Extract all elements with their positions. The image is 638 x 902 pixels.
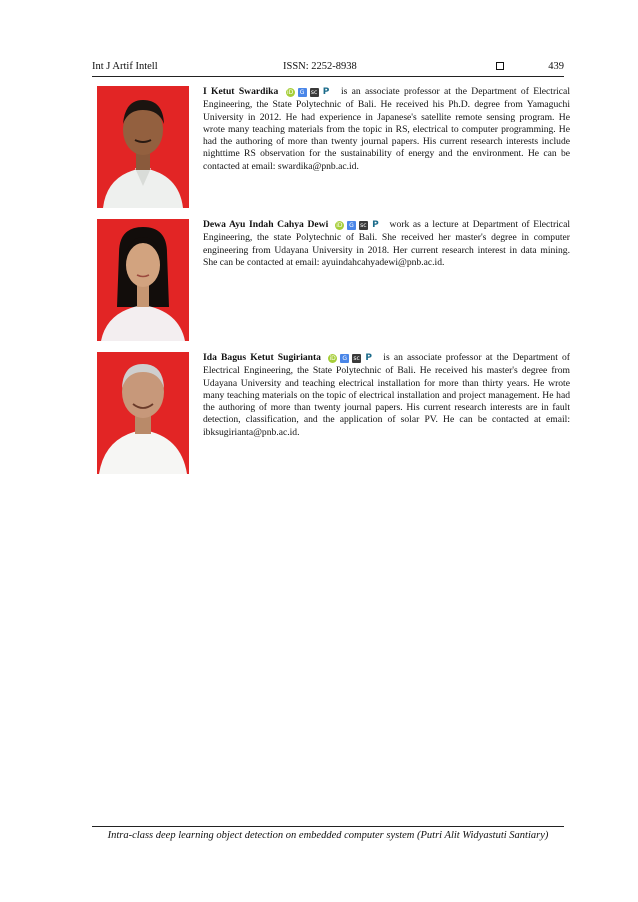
- bio-text: [203, 352, 570, 439]
- profile-links: [286, 87, 334, 99]
- bio-body: is an associate professor at the Department of Electrical Engineering, the State Polytechnic of Bali. He received his master's degree from Udayana University and teaching electrical installation for more than thirty years. He wrote many teaching materials on the topic of electrical installation and project management. He had the authoring of more than twenty journal papers. His current research interests are in fault detection, classification, and the application of solar PV. He can be contacted at email: ibksugirianta@pnb.ac.id.: [203, 352, 571, 438]
- orcid-icon[interactable]: iD: [336, 222, 343, 230]
- profile-links: [335, 220, 383, 232]
- orcid-icon[interactable]: iD: [329, 355, 336, 363]
- publons-icon[interactable]: P: [372, 220, 379, 231]
- bio-body: work as a lecture at Department of Electrical Engineering, the state Polytechnic of Bali. She received her master's degree in computer engineering from Udayana University in 2018. Her current research interest in data mining. She can be contacted at email: ayuindahcahyadewi@pnb.ac.id.: [203, 219, 570, 268]
- square-symbol-icon: [496, 62, 504, 70]
- google-scholar-icon[interactable]: G: [340, 354, 349, 363]
- author-portrait: [97, 352, 189, 474]
- bio-text: [203, 219, 570, 269]
- publons-icon[interactable]: P: [365, 353, 372, 364]
- page-number: 439: [548, 61, 564, 72]
- author-name: Ida Bagus Ketut Sugirianta: [203, 352, 321, 363]
- author-name: I Ketut Swardika: [203, 86, 279, 97]
- footer-citation: Intra-class deep learning object detection on embedded computer system (Putri Alit Widyastuti Santiary): [107, 830, 549, 841]
- scopus-icon[interactable]: sc: [353, 355, 360, 363]
- author-photo: [97, 86, 189, 208]
- scopus-icon[interactable]: sc: [360, 222, 367, 230]
- journal-abbreviation: Int J Artif Intell: [92, 61, 158, 72]
- author-photo: [97, 352, 189, 474]
- author-portrait: [97, 219, 189, 341]
- profile-links: [328, 353, 376, 365]
- bio-body: is an associate professor at the Department of Electrical Engineering, the State Polytechnic of Bali. He received his Ph.D. degree from Yamaguchi University in 2012. He had experience in Japanese's satellite remote sensing program. He wrote many teaching materials from the topic in RS, electrical to computer programming. He had the authoring of more than twenty journal papers. His current research interests include nighttime RS observation for the sustainability of energy and the environment. He can be contacted at email: swardika@pnb.ac.id.: [203, 86, 570, 172]
- google-scholar-icon[interactable]: G: [347, 221, 356, 230]
- scopus-icon[interactable]: sc: [310, 89, 318, 97]
- publons-icon[interactable]: P: [322, 87, 330, 98]
- running-header: [92, 60, 564, 77]
- running-footer: [92, 826, 564, 841]
- orcid-icon[interactable]: iD: [286, 89, 294, 97]
- author-photo: [97, 219, 189, 341]
- bio-text: [203, 86, 570, 173]
- google-scholar-icon[interactable]: G: [298, 88, 307, 97]
- issn-label: ISSN: 2252-8938: [283, 61, 357, 72]
- author-portrait: [97, 86, 189, 208]
- author-name: Dewa Ayu Indah Cahya Dewi: [203, 219, 329, 230]
